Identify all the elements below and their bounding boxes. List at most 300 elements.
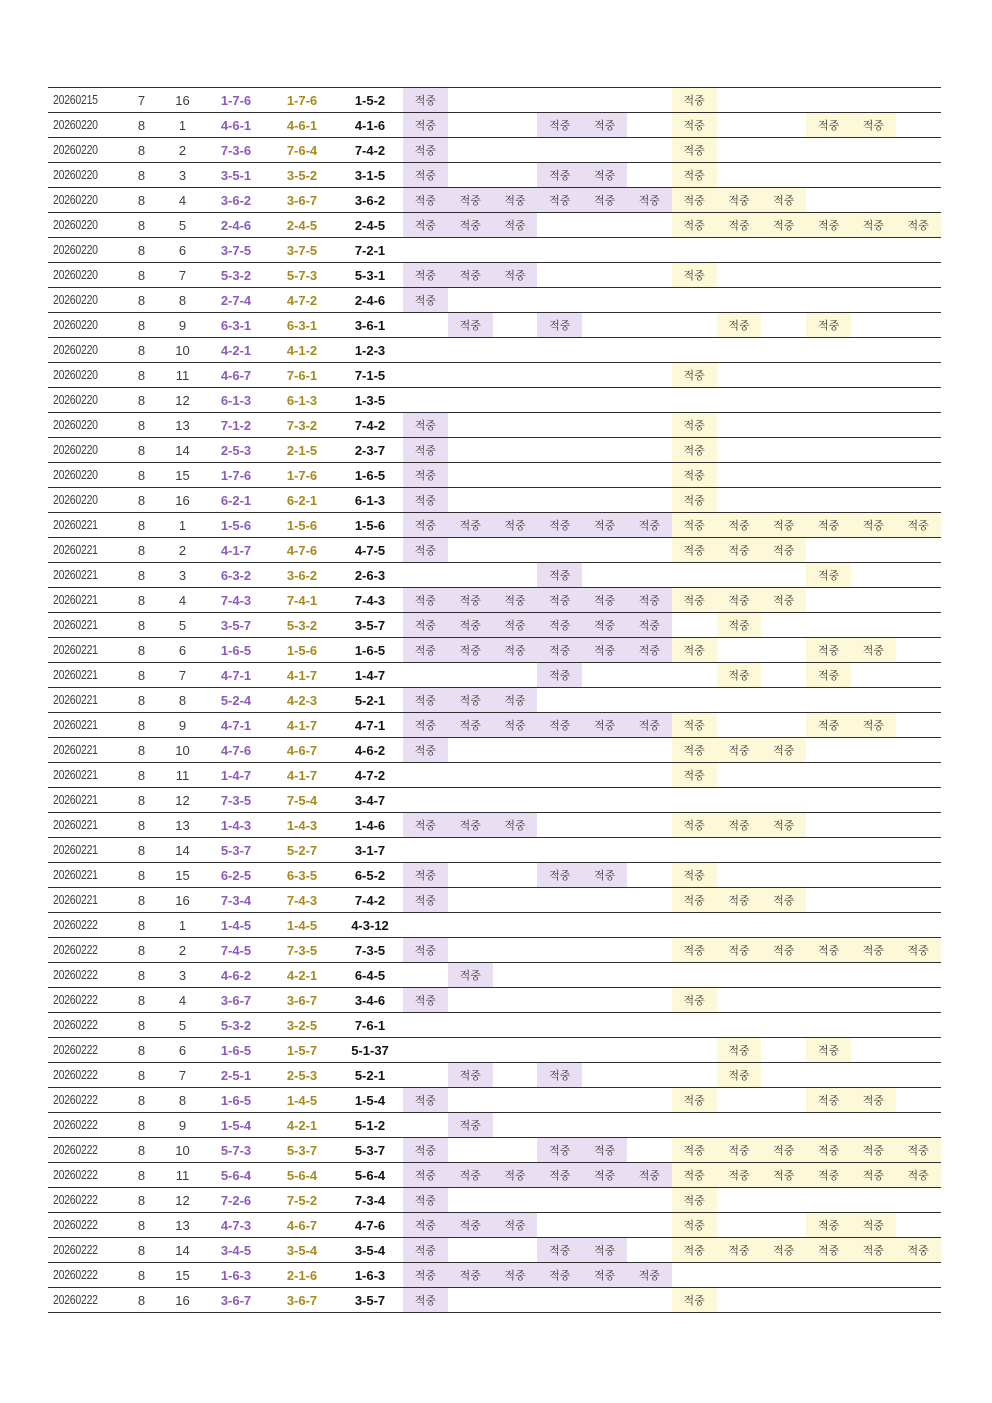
hit-badge-cell: [448, 338, 493, 362]
hit-badge-cell: [851, 763, 896, 787]
hit-badge-cell: [582, 413, 627, 437]
game-no-cell: 10: [175, 342, 190, 358]
hit-badge-cell: [896, 713, 941, 737]
table-row: [48, 638, 941, 663]
hit-badge-cell: 적중: [403, 713, 448, 737]
hit-badge-cell: [806, 163, 851, 187]
hit-badge-cell: [627, 88, 672, 112]
table-row: [48, 613, 941, 638]
hit-badge-cell: 적중: [672, 538, 717, 562]
hit-badge-cell: [672, 338, 717, 362]
hit-badge-cell: [761, 463, 806, 487]
hit-badge-cell: [582, 663, 627, 687]
result-cell: 3-4-7: [354, 792, 386, 808]
pick2-cell: 5-3-2: [286, 617, 318, 633]
game-no-cell: 14: [175, 1242, 190, 1258]
pick2-cell: 5-2-7: [286, 842, 318, 858]
result-cell: 3-5-4: [354, 1242, 386, 1258]
hit-badge-cell: [537, 688, 582, 712]
hit-badge-cell: [672, 663, 717, 687]
game-no-cell: 11: [175, 1167, 190, 1183]
round-cell: 8: [137, 717, 146, 733]
round-cell: 8: [137, 942, 146, 958]
hit-badge-cell: [717, 288, 762, 312]
table-row: [48, 138, 941, 163]
hit-badge-cell: [851, 538, 896, 562]
hit-badge-cell: [761, 413, 806, 437]
round-cell: 8: [137, 1267, 146, 1283]
result-cell: 1-5-6: [354, 517, 386, 533]
pick2-cell: 6-3-1: [286, 317, 318, 333]
hit-badge-cell: 적중: [717, 1138, 762, 1162]
hit-badge-cell: [806, 963, 851, 987]
hit-badge-cell: [448, 413, 493, 437]
date-cell: 20260220: [53, 468, 98, 482]
hit-badge-cell: [627, 113, 672, 137]
pick2-cell: 1-4-5: [286, 917, 318, 933]
pick2-cell: 7-4-1: [286, 592, 318, 608]
hit-badge-cell: [896, 813, 941, 837]
hit-badge-cell: [627, 663, 672, 687]
game-no-cell: 4: [178, 592, 187, 608]
hit-badge-cell: [582, 938, 627, 962]
table-row: [48, 388, 941, 413]
table-row: [48, 788, 941, 813]
hit-badge-cell: 적중: [403, 1163, 448, 1187]
hit-badge-cell: [896, 188, 941, 212]
table-row: [48, 863, 941, 888]
hit-badge-cell: 적중: [537, 563, 582, 587]
hit-badge-cell: 적중: [403, 1213, 448, 1237]
hit-badge-cell: [403, 1038, 448, 1062]
pick2-cell: 2-5-3: [286, 1067, 318, 1083]
hit-badge-cell: 적중: [403, 113, 448, 137]
round-cell: 8: [137, 142, 146, 158]
hit-badge-cell: [761, 838, 806, 862]
hit-badge-cell: [717, 563, 762, 587]
hit-badge-cell: 적중: [403, 213, 448, 237]
pick1-cell: 1-5-6: [220, 517, 252, 533]
hit-badge-cell: 적중: [806, 563, 851, 587]
hit-badge-cell: 적중: [627, 513, 672, 537]
hit-badge-cell: [761, 313, 806, 337]
hit-badge-cell: [537, 788, 582, 812]
hit-badge-cell: [806, 138, 851, 162]
hit-badge-cell: 적중: [448, 213, 493, 237]
table-row: [48, 338, 941, 363]
pick1-cell: 2-5-3: [220, 442, 252, 458]
round-cell: 8: [137, 392, 146, 408]
pick1-cell: 7-1-2: [220, 417, 252, 433]
table-row: [48, 813, 941, 838]
hit-badge-cell: [761, 88, 806, 112]
result-cell: 7-4-2: [354, 892, 386, 908]
table-row: [48, 1088, 941, 1113]
hit-badge-cell: 적중: [582, 638, 627, 662]
hit-badge-cell: [806, 1263, 851, 1287]
hit-badge-cell: [537, 213, 582, 237]
table-row: [48, 113, 941, 138]
round-cell: 8: [137, 1167, 146, 1183]
hit-badge-cell: [672, 1038, 717, 1062]
date-cell: 20260222: [53, 1143, 98, 1157]
table-row: [48, 888, 941, 913]
hit-badge-cell: 적중: [403, 488, 448, 512]
hit-badge-cell: 적중: [761, 888, 806, 912]
table-row: [48, 738, 941, 763]
hit-badge-cell: [537, 488, 582, 512]
hit-badge-cell: [493, 1138, 538, 1162]
hit-badge-cell: 적중: [403, 1088, 448, 1112]
hit-badge-cell: [851, 963, 896, 987]
hit-badge-cell: 적중: [896, 938, 941, 962]
hit-badge-cell: [582, 288, 627, 312]
hit-badge-cell: [582, 1038, 627, 1062]
result-cell: 1-6-5: [354, 467, 386, 483]
hit-badge-cell: 적중: [582, 1163, 627, 1187]
hit-badge-cell: [627, 313, 672, 337]
hit-badge-cell: [537, 538, 582, 562]
result-cell: 6-1-3: [354, 492, 386, 508]
result-cell: 1-5-2: [354, 92, 386, 108]
hit-badge-cell: [717, 138, 762, 162]
date-cell: 20260221: [53, 543, 98, 557]
pick2-cell: 6-2-1: [286, 492, 318, 508]
result-cell: 7-4-2: [354, 142, 386, 158]
hit-badge-cell: [896, 138, 941, 162]
hit-badge-cell: [627, 388, 672, 412]
round-cell: 8: [137, 417, 146, 433]
hit-badge-cell: 적중: [448, 1213, 493, 1237]
hit-badge-cell: [582, 963, 627, 987]
hit-badge-cell: [493, 913, 538, 937]
hit-badge-cell: 적중: [806, 1213, 851, 1237]
game-no-cell: 5: [178, 617, 187, 633]
hit-badge-cell: 적중: [896, 213, 941, 237]
result-cell: 7-6-1: [354, 1017, 386, 1033]
hit-badge-cell: [717, 963, 762, 987]
date-cell: 20260220: [53, 118, 98, 132]
game-no-cell: 10: [175, 742, 190, 758]
hit-badge-cell: 적중: [403, 288, 448, 312]
hit-badge-cell: [537, 938, 582, 962]
hit-badge-cell: [717, 788, 762, 812]
table-row: [48, 988, 941, 1013]
result-cell: 5-1-2: [354, 1117, 386, 1133]
hit-badge-cell: [582, 738, 627, 762]
pick1-cell: 1-4-7: [220, 767, 252, 783]
hit-badge-cell: 적중: [493, 1213, 538, 1237]
hit-badge-cell: 적중: [582, 1138, 627, 1162]
hit-badge-cell: 적중: [493, 613, 538, 637]
date-cell: 20260222: [53, 993, 98, 1007]
hit-badge-cell: 적중: [717, 888, 762, 912]
hit-badge-cell: 적중: [672, 463, 717, 487]
hit-badge-cell: 적중: [761, 213, 806, 237]
hit-badge-cell: 적중: [582, 113, 627, 137]
hit-badge-cell: [448, 1038, 493, 1062]
hit-badge-cell: [493, 663, 538, 687]
hit-badge-cell: [493, 1188, 538, 1212]
result-cell: 2-4-6: [354, 292, 386, 308]
game-no-cell: 14: [175, 442, 190, 458]
hit-badge-cell: [627, 1288, 672, 1312]
hit-badge-cell: [627, 1113, 672, 1137]
hit-badge-cell: [537, 363, 582, 387]
hit-badge-cell: [627, 1188, 672, 1212]
pick2-cell: 3-2-5: [286, 1017, 318, 1033]
hit-badge-cell: [761, 338, 806, 362]
hit-badge-cell: [806, 813, 851, 837]
table-row: [48, 313, 941, 338]
hit-badge-cell: [448, 113, 493, 137]
hit-badge-cell: 적중: [403, 738, 448, 762]
hit-badge-cell: [582, 913, 627, 937]
hit-badge-cell: [493, 788, 538, 812]
hit-badge-cell: [717, 1088, 762, 1112]
pick1-cell: 1-7-6: [220, 467, 252, 483]
pick2-cell: 3-5-2: [286, 167, 318, 183]
game-no-cell: 14: [175, 842, 190, 858]
game-no-cell: 13: [175, 417, 190, 433]
table-row: [48, 1163, 941, 1188]
hit-badge-cell: [537, 738, 582, 762]
game-no-cell: 9: [178, 1117, 187, 1133]
table-row: [48, 1038, 941, 1063]
hit-badge-cell: [627, 788, 672, 812]
hit-badge-cell: [493, 938, 538, 962]
hit-badge-cell: [493, 738, 538, 762]
pick2-cell: 1-5-6: [286, 642, 318, 658]
hit-badge-cell: [493, 1088, 538, 1112]
game-no-cell: 1: [178, 117, 187, 133]
pick1-cell: 3-6-7: [220, 992, 252, 1008]
hit-badge-cell: [448, 988, 493, 1012]
pick2-cell: 7-6-1: [286, 367, 318, 383]
hit-badge-cell: 적중: [672, 863, 717, 887]
date-cell: 20260220: [53, 193, 98, 207]
hit-badge-cell: [896, 913, 941, 937]
date-cell: 20260220: [53, 418, 98, 432]
table-row: [48, 963, 941, 988]
round-cell: 8: [137, 542, 146, 558]
hit-badge-cell: [896, 363, 941, 387]
hit-badge-cell: [627, 1013, 672, 1037]
hit-badge-cell: [493, 438, 538, 462]
hit-badge-cell: [672, 288, 717, 312]
hit-badge-cell: [537, 413, 582, 437]
game-no-cell: 10: [175, 1142, 190, 1158]
table-row: [48, 913, 941, 938]
table-row: [48, 288, 941, 313]
round-cell: 8: [137, 1092, 146, 1108]
game-no-cell: 6: [178, 242, 187, 258]
hit-badge-cell: [403, 963, 448, 987]
hit-badge-cell: [448, 763, 493, 787]
hit-badge-cell: 적중: [717, 938, 762, 962]
hit-badge-cell: 적중: [717, 1163, 762, 1187]
pick1-cell: 4-6-2: [220, 967, 252, 983]
result-cell: 3-5-7: [354, 1292, 386, 1308]
hit-badge-cell: [448, 1013, 493, 1037]
result-cell: 3-1-5: [354, 167, 386, 183]
table-row: [48, 88, 941, 113]
hit-badge-cell: [582, 263, 627, 287]
result-cell: 7-3-5: [354, 942, 386, 958]
date-cell: 20260221: [53, 743, 98, 757]
hit-badge-cell: [582, 763, 627, 787]
table-row: [48, 413, 941, 438]
hit-badge-cell: 적중: [672, 738, 717, 762]
hit-badge-cell: [627, 1038, 672, 1062]
hit-badge-cell: 적중: [493, 688, 538, 712]
hit-badge-cell: [448, 438, 493, 462]
date-cell: 20260222: [53, 918, 98, 932]
hit-badge-cell: [537, 813, 582, 837]
hit-badge-cell: [627, 888, 672, 912]
hit-badge-cell: 적중: [672, 363, 717, 387]
hit-badge-cell: 적중: [403, 413, 448, 437]
hit-badge-cell: [537, 913, 582, 937]
table-row: [48, 513, 941, 538]
hit-badge-cell: [851, 1263, 896, 1287]
hit-badge-cell: [806, 763, 851, 787]
hit-badge-cell: 적중: [806, 1138, 851, 1162]
hit-badge-cell: [896, 1038, 941, 1062]
hit-badge-cell: 적중: [717, 613, 762, 637]
date-cell: 20260222: [53, 1018, 98, 1032]
table-row: [48, 238, 941, 263]
round-cell: 8: [137, 1242, 146, 1258]
hit-badge-cell: [896, 113, 941, 137]
hit-badge-cell: 적중: [493, 188, 538, 212]
hit-badge-cell: [717, 1288, 762, 1312]
pick1-cell: 4-2-1: [220, 342, 252, 358]
table-row: [48, 213, 941, 238]
hit-badge-cell: [761, 1288, 806, 1312]
hit-badge-cell: [761, 913, 806, 937]
hit-badge-cell: [851, 988, 896, 1012]
hit-badge-cell: 적중: [537, 1163, 582, 1187]
hit-badge-cell: 적중: [537, 1063, 582, 1087]
pick2-cell: 4-2-1: [286, 1117, 318, 1133]
hit-badge-cell: 적중: [806, 1088, 851, 1112]
result-cell: 5-2-1: [354, 692, 386, 708]
round-cell: 8: [137, 167, 146, 183]
hit-badge-cell: [493, 863, 538, 887]
date-cell: 20260221: [53, 893, 98, 907]
date-cell: 20260215: [53, 93, 98, 107]
game-no-cell: 12: [175, 792, 190, 808]
hit-badge-cell: [627, 438, 672, 462]
hit-badge-cell: [896, 238, 941, 262]
hit-badge-cell: [627, 463, 672, 487]
pick2-cell: 3-7-5: [286, 242, 318, 258]
round-cell: 8: [137, 992, 146, 1008]
game-no-cell: 16: [175, 92, 190, 108]
hit-badge-cell: [717, 88, 762, 112]
hit-badge-cell: [851, 188, 896, 212]
hit-badge-cell: [761, 1188, 806, 1212]
hit-badge-cell: [582, 838, 627, 862]
game-no-cell: 7: [178, 1067, 187, 1083]
hit-badge-cell: 적중: [761, 538, 806, 562]
hit-badge-cell: 적중: [493, 263, 538, 287]
hit-badge-cell: [717, 413, 762, 437]
pick1-cell: 3-5-7: [220, 617, 252, 633]
game-no-cell: 1: [178, 517, 187, 533]
round-cell: 7: [137, 92, 146, 108]
round-cell: 8: [137, 192, 146, 208]
hit-badge-cell: [448, 913, 493, 937]
pick2-cell: 5-3-7: [286, 1142, 318, 1158]
hit-badge-cell: [851, 388, 896, 412]
hit-badge-cell: [448, 863, 493, 887]
date-cell: 20260222: [53, 1268, 98, 1282]
hit-badge-cell: [537, 1088, 582, 1112]
round-cell: 8: [137, 317, 146, 333]
hit-badge-cell: [537, 1013, 582, 1037]
game-no-cell: 8: [178, 1092, 187, 1108]
date-cell: 20260221: [53, 593, 98, 607]
hit-badge-cell: [761, 713, 806, 737]
hit-badge-cell: [806, 988, 851, 1012]
game-no-cell: 3: [178, 967, 187, 983]
hit-badge-cell: [896, 463, 941, 487]
hit-badge-cell: 적중: [672, 438, 717, 462]
round-cell: 8: [137, 292, 146, 308]
hit-badge-cell: [806, 388, 851, 412]
hit-badge-cell: 적중: [403, 163, 448, 187]
hit-badge-cell: [896, 438, 941, 462]
hit-badge-cell: [851, 1188, 896, 1212]
game-no-cell: 12: [175, 1192, 190, 1208]
table-row: [48, 488, 941, 513]
hit-badge-cell: [717, 388, 762, 412]
hit-badge-cell: [672, 313, 717, 337]
date-cell: 20260220: [53, 243, 98, 257]
hit-badge-cell: [851, 1063, 896, 1087]
hit-badge-cell: 적중: [448, 813, 493, 837]
hit-badge-cell: [403, 388, 448, 412]
hit-badge-cell: [896, 163, 941, 187]
round-cell: 8: [137, 767, 146, 783]
hit-badge-cell: [537, 988, 582, 1012]
game-no-cell: 3: [178, 167, 187, 183]
hit-badge-cell: [627, 563, 672, 587]
pick2-cell: 1-4-3: [286, 817, 318, 833]
pick1-cell: 5-7-3: [220, 1142, 252, 1158]
date-cell: 20260220: [53, 443, 98, 457]
hit-badge-cell: [717, 763, 762, 787]
hit-badge-cell: 적중: [627, 1163, 672, 1187]
game-no-cell: 6: [178, 642, 187, 658]
hit-badge-cell: [851, 1038, 896, 1062]
hit-badge-cell: 적중: [448, 1163, 493, 1187]
hit-badge-cell: [448, 1138, 493, 1162]
round-cell: 8: [137, 892, 146, 908]
hit-badge-cell: 적중: [717, 538, 762, 562]
pick1-cell: 6-3-2: [220, 567, 252, 583]
date-cell: 20260221: [53, 868, 98, 882]
hit-badge-cell: [448, 288, 493, 312]
hit-badge-cell: [537, 1113, 582, 1137]
date-cell: 20260221: [53, 668, 98, 682]
result-cell: 5-6-4: [354, 1167, 386, 1183]
hit-badge-cell: 적중: [806, 313, 851, 337]
hit-badge-cell: [537, 888, 582, 912]
pick2-cell: 7-6-4: [286, 142, 318, 158]
